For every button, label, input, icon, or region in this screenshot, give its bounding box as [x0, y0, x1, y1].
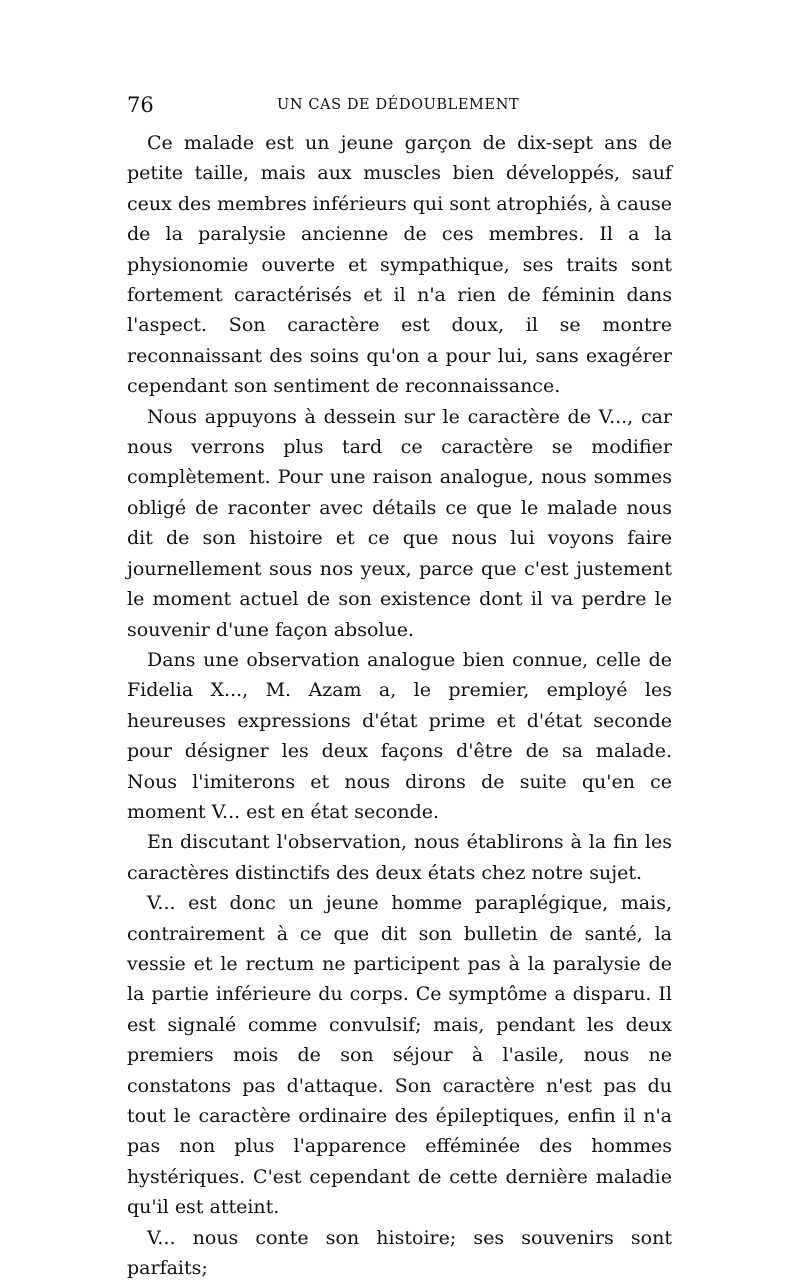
paragraph-5: V... est donc un jeune homme paraplégique, mais, contrairement à ce que dit son bulletin de santé, la vessie et le rectum ne participent pas à la paralysie de la partie inférieure du corps. Ce symptôme a disparu. Il est signalé comme convulsif; mais, pendant les deux premiers mois de son séjour à l'asile, nous ne constatons pas d'attaque. Son caractère n'est pas du tout le caractère ordinaire des épileptiques, enfin il n'a pas non plus l'apparence efféminée des hommes hystériques. C'est cependant de cette dernière maladie qu'il est atteint.	[127, 892, 672, 1219]
paragraph-4: En discutant l'observation, nous établirons à la fin les caractères distinctifs des deux états chez notre sujet.	[127, 831, 672, 884]
page-number: 76	[127, 93, 154, 117]
body-text	[127, 128, 672, 1283]
paragraph-2: Nous appuyons à dessein sur le caractère de V..., car nous verrons plus tard ce caractère se modifier complètement. Pour une raison analogue, nous sommes obligé de raconter avec détails ce que le malade nous dit de son histoire et ce que nous lui voyons faire journellement sous nos yeux, parce que c'est justement le moment actuel de son existence dont il va perdre le souvenir d'une façon absolue.	[127, 405, 672, 641]
running-head	[127, 92, 672, 118]
paragraph-3: Dans une observation analogue bien connue, celle de Fidelia X..., M. Azam a, le premier, employé les heureuses expressions d'état prime et d'état seconde pour désigner les deux façons d'être de sa malade. Nous l'imiterons et nous dirons de suite qu'en ce moment V... est en état seconde.	[127, 648, 672, 823]
running-title: UN CAS DE DÉDOUBLEMENT	[277, 97, 520, 113]
paragraph-6: V... nous conte son histoire; ses souvenirs sont parfaits;	[127, 1226, 672, 1280]
paragraph-1: Ce malade est un jeune garçon de dix-sept ans de petite taille, mais aux muscles bien développés, sauf ceux des membres inférieurs qui sont atrophiés, à cause de la paralysie ancienne de ces membres. Il a la physionomie ouverte et sympathique, ses traits sont fortement caractérisés et il n'a rien de féminin dans l'aspect. Son caractère est doux, il se montre reconnaissant des soins qu'on a pour lui, sans exagérer cependant son sentiment de reconnaissance.	[127, 132, 672, 398]
